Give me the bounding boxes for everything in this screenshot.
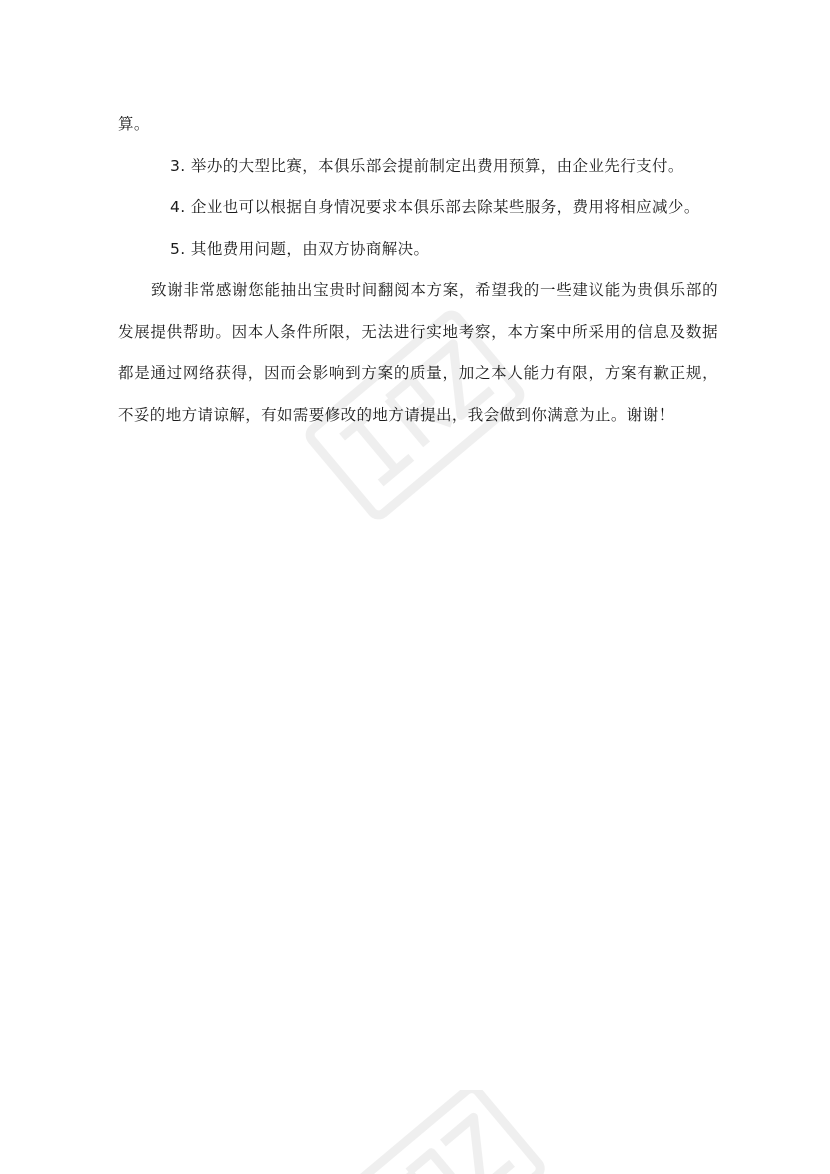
document-body <box>118 104 718 436</box>
paragraph-continuation: 算。 <box>118 115 150 133</box>
watermark-icon <box>330 1090 560 1174</box>
list-item-4: 4. 企业也可以根据自身情况要求本俱乐部去除某些服务，费用将相应减少。 <box>170 198 700 216</box>
acknowledgement-paragraph: 致谢非常感谢您能抽出宝贵时间翻阅本方案，希望我的一些建议能为贵俱乐部的发展提供帮助。因本人条件所限，无法进行实地考察，本方案中所采用的信息及数据都是通过网络获得，因而会影响到方案的质量，加之本人能力有限，方案有歉正规，不妥的地方请谅解，有如需要修改的地方请提出，我会做到你满意为止。谢谢！ <box>118 281 718 424</box>
list-item-5: 5. 其他费用问题，由双方协商解决。 <box>170 239 430 258</box>
list-item-3: 3. 举办的大型比赛，本俱乐部会提前制定出费用预算，由企业先行支付。 <box>170 156 684 175</box>
